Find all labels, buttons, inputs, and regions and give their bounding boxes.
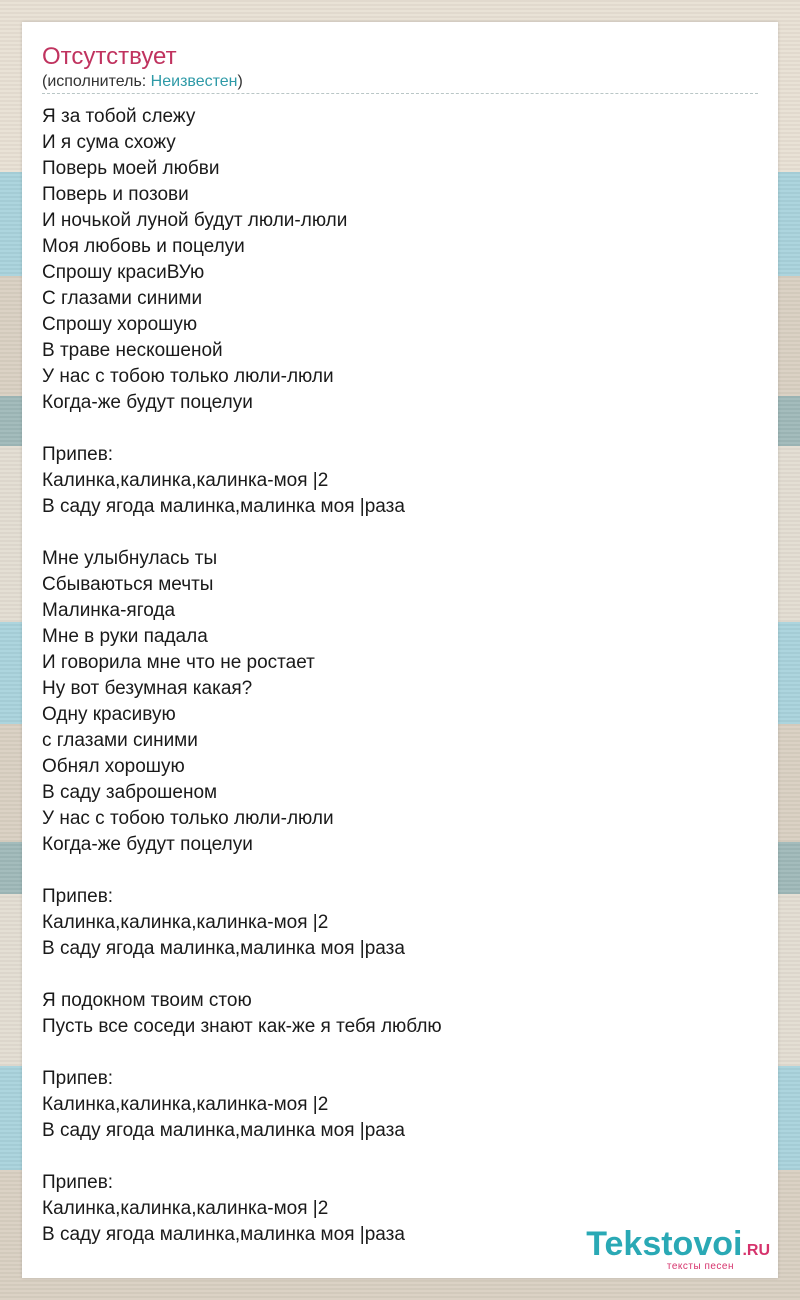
lyric-line: Калинка,калинка,калинка-моя |2 [42, 470, 329, 491]
lyric-line: В саду ягода малинка,малинка моя |раза [42, 938, 405, 959]
lyrics-text [42, 104, 758, 1248]
lyric-line: В саду ягода малинка,малинка моя |раза [42, 1120, 405, 1141]
lyric-line: Калинка,калинка,калинка-моя |2 [42, 912, 329, 933]
artist-prefix: (исполнитель: [42, 73, 151, 90]
lyric-line: И говорила мне что не ростает [42, 652, 315, 673]
artist-line [42, 72, 758, 94]
lyric-line: Я подокном твоим стою [42, 990, 252, 1011]
logo-domain: .RU [742, 1242, 770, 1259]
lyric-line: с глазами синими [42, 730, 198, 751]
lyric-blank-line [42, 416, 758, 442]
lyric-line: У нас с тобою только люли-люли [42, 366, 334, 387]
lyric-line: Поверь моей любви [42, 158, 220, 179]
lyric-line: Когда-же будут поцелуи [42, 392, 253, 413]
lyric-line: Ну вот безумная какая? [42, 678, 253, 699]
lyric-line: Когда-же будут поцелуи [42, 834, 253, 855]
lyric-line: Поверь и позови [42, 184, 189, 205]
lyric-line: Пусть все соседи знают как-же я тебя люблю [42, 1016, 442, 1037]
lyric-line: В саду ягода малинка,малинка моя |раза [42, 496, 405, 517]
lyric-line: И я сума схожу [42, 132, 176, 153]
lyric-line: Спрошу хорошую [42, 314, 198, 335]
lyric-line: В саду ягода малинка,малинка моя |раза [42, 1224, 405, 1245]
song-title: Отсутствует [42, 43, 177, 70]
lyric-line: Припев: [42, 886, 114, 907]
lyric-line: Одну красивую [42, 704, 176, 725]
lyric-blank-line [42, 520, 758, 546]
artist-suffix: ) [237, 73, 243, 90]
lyric-line: И ночькой луной будут люли-люли [42, 210, 348, 231]
lyric-line: Припев: [42, 1172, 114, 1193]
lyric-blank-line [42, 1040, 758, 1066]
logo-wordmark: Tekstovoi [586, 1225, 743, 1263]
song-header [42, 42, 758, 94]
lyric-line: Мне в руки падала [42, 626, 208, 647]
lyric-line: Калинка,калинка,калинка-моя |2 [42, 1198, 329, 1219]
lyric-blank-line [42, 1144, 758, 1170]
lyric-line: Калинка,калинка,калинка-моя |2 [42, 1094, 329, 1115]
lyric-line: Моя любовь и поцелуи [42, 236, 245, 257]
lyric-line: Малинка-ягода [42, 600, 176, 621]
lyric-line: В траве нескошеной [42, 340, 223, 361]
artist-link[interactable]: Неизвестен [150, 73, 238, 90]
lyric-line: Мне улыбнулась ты [42, 548, 218, 569]
lyric-line: В саду заброшеном [42, 782, 218, 803]
lyric-line: Сбываються мечты [42, 574, 214, 595]
logo-tagline: тексты песен [666, 1261, 734, 1272]
lyric-blank-line [42, 858, 758, 884]
lyric-line: С глазами синими [42, 288, 203, 309]
lyric-line: Припев: [42, 1068, 114, 1089]
lyrics-card [22, 22, 778, 1278]
lyric-line: У нас с тобою только люли-люли [42, 808, 334, 829]
lyric-line: Я за тобой слежу [42, 106, 196, 127]
site-logo[interactable] [550, 1226, 770, 1274]
lyric-blank-line [42, 962, 758, 988]
lyric-line: Обнял хорошую [42, 756, 185, 777]
lyric-line: Припев: [42, 444, 114, 465]
lyric-line: Спрошу красиВУю [42, 262, 205, 283]
